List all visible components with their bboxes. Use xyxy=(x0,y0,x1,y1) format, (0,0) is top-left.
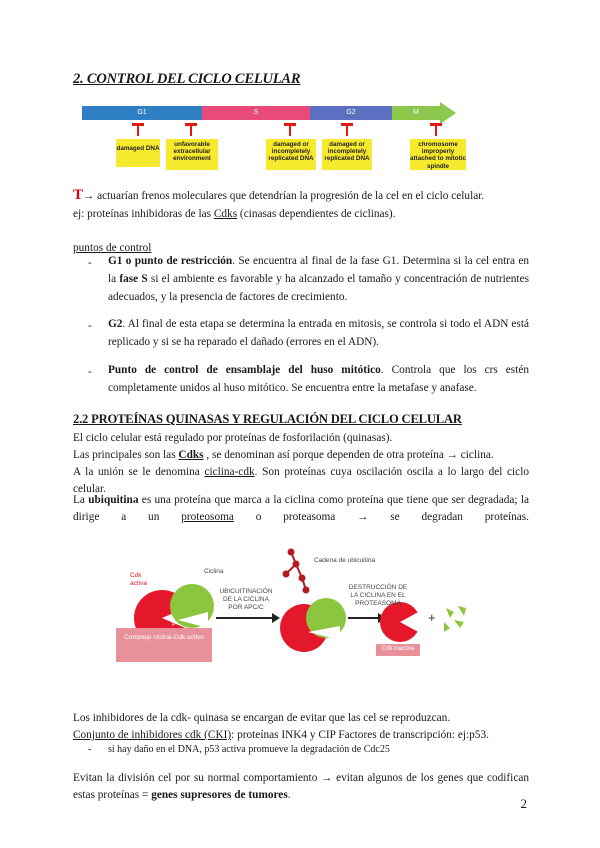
paragraph: La ubiquitina es una proteína que marca a la ciclina como proteína que tiene que ser degradada; la dirige a un proteosoma o proteasoma → se degradan proteínas. xyxy=(73,494,529,523)
p-label: P xyxy=(172,622,177,628)
section-title: 2. CONTROL DEL CICLO CELULAR xyxy=(73,71,301,87)
brake-icon xyxy=(185,123,197,137)
cki-paragraph: Conjunto de inhibidores cdk (CKI): proteínas INK4 y CIP Factores de transcripción: ej:p53. xyxy=(73,729,489,741)
checkpoint-g1: G1 o punto de restricción. Se encuentra al final de la fase G1. Determina si la cel entra en la fase S si el ambiente es favorable y ha alcanzado el tamaño y concentración de nutrientes adecuados, y la presencia de factores de crecimiento. xyxy=(108,255,529,303)
list-bullet: - xyxy=(88,320,92,332)
inhibitor-example: ej: proteínas inhibidoras de las Cdks (cinasas dependientes de ciclinas). xyxy=(73,208,396,220)
tumor-suppressor-paragraph: Evitan la división cel por su normal comportamiento → evitan algunos de los genes que codifican estas proteínas = genes supresores de tumores. xyxy=(73,772,529,801)
cdks-term: Cdks xyxy=(213,208,238,220)
section-2-2-title: 2.2 PROTEÍNAS QUINASAS Y REGULACIÓN DEL CICLO CELULAR xyxy=(73,412,462,426)
brake-definition-text: → actuarían frenos moleculares que detendrían la progresión de la cel en el ciclo celular. xyxy=(83,190,485,202)
checkpoint-spindle: Punto de control de ensamblaje del huso mitótico. Controla que los crs estén completamente unidos al huso mitótico. Se encuentra entre la metafase y anafase. xyxy=(108,364,530,394)
list-bullet: - xyxy=(88,257,92,269)
phase-g1: G1 xyxy=(82,106,202,120)
checkpoint-box: damaged or incompletely replicated DNA xyxy=(266,139,316,170)
cyclin-label: Ciclina xyxy=(204,568,224,575)
brake-icon xyxy=(430,123,442,137)
brake-icon xyxy=(284,123,296,137)
proteosoma-term: proteosoma xyxy=(181,510,234,523)
ciclina-cdk-term: ciclina-cdk xyxy=(204,466,255,478)
paragraph: El ciclo celular está regulado por proteínas de fosforilación (quinasas). xyxy=(73,432,393,444)
ubiquitin-chain-label: Cadena de ubicuitina xyxy=(314,557,376,564)
arrow-head-icon xyxy=(440,102,456,124)
checkpoint-g2: G2. Al final de esta etapa se determina la entrada en mitosis, se controla si todo el ADN está replicado y si se ha reparado el dañado (errores en el ADN). xyxy=(108,318,529,348)
cdk-active-label: Cdk activa xyxy=(130,572,147,587)
complex-label: Complejo ciclina-Cdk activo xyxy=(124,634,204,641)
page-number: 2 xyxy=(520,796,527,811)
paragraph: Las principales son las Cdks , se denominan así porque dependen de otra proteína → ciclina. xyxy=(73,449,494,461)
brake-definition xyxy=(73,187,529,205)
plus-sign: + xyxy=(428,610,436,625)
cki-term: Conjunto de inhibidores cdk (CKI) xyxy=(73,729,232,741)
phase-g2: G2 xyxy=(310,106,392,120)
inhibitors-paragraph: Los inhibidores de la cdk- quinasa se encargan de evitar que las cel se reproduzcan. xyxy=(73,712,451,724)
list-bullet: - xyxy=(88,366,92,378)
phase-s: S xyxy=(202,106,310,120)
brake-icon xyxy=(132,123,144,137)
checkpoint-box: damaged DNA xyxy=(116,139,160,167)
ubiquitination-figure xyxy=(116,548,476,676)
ubiquitination-illustration xyxy=(116,548,476,676)
cdk-inactive-label: Cdk inactiva xyxy=(381,646,415,652)
brake-icon xyxy=(341,123,353,137)
step2-label: DESTRUCCIÓN DE LA CICLINA EN EL PROTEASOMA xyxy=(348,584,408,607)
p53-bullet: si hay daño en el DNA, p53 activa promueve la degradación de Cdc25 xyxy=(108,744,390,755)
brake-symbol: T xyxy=(73,187,84,203)
paragraph: A la unión se le denomina ciclina-cdk. Son proteínas cuya oscilación oscila a lo largo del ciclo celular. xyxy=(73,466,529,495)
checkpoint-box: damaged or incompletely replicated DNA xyxy=(322,139,372,170)
tumor-suppressor-term: genes supresores de tumores xyxy=(151,789,288,801)
cdks-term: Cdks xyxy=(178,449,204,461)
phase-m: M xyxy=(392,106,440,120)
list-bullet: - xyxy=(88,744,92,755)
checkpoint-box: chromosome improperly attached to mitotic spindle xyxy=(410,141,466,170)
checkpoints-heading: puntos de control xyxy=(73,242,152,254)
checkpoint-box: unfavorable extracellular environment xyxy=(166,139,218,170)
step1-label: UBICUITINACIÓN DE LA CICLINA POR APC/C xyxy=(219,588,273,611)
